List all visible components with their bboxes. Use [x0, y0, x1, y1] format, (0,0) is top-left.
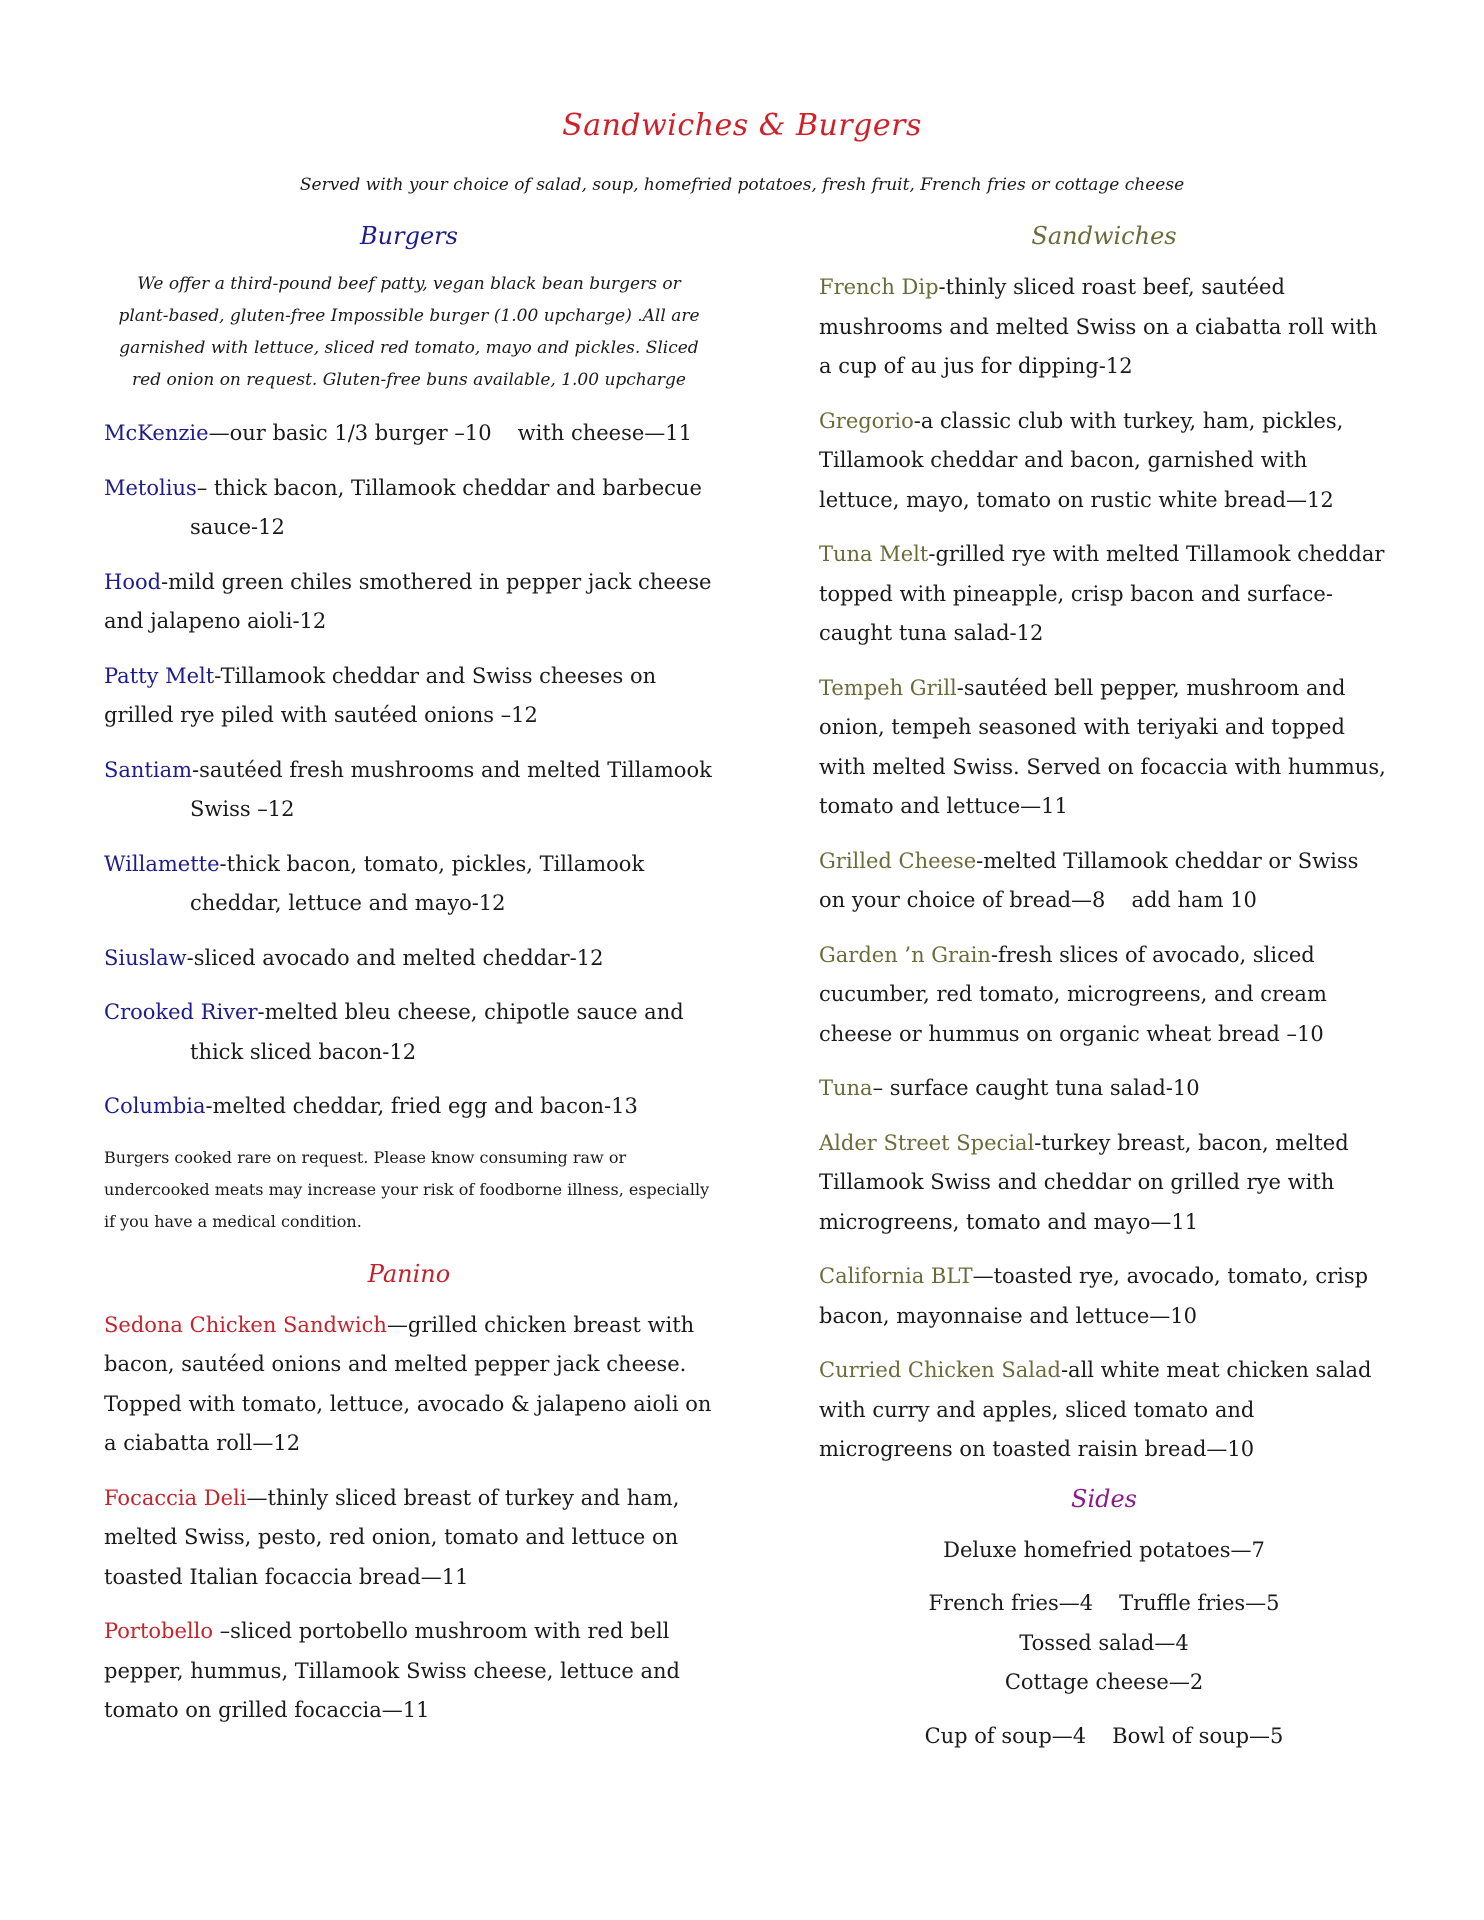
menu-item-curried-chicken — [819, 1351, 1389, 1470]
item-desc: -melted Tillamook cheddar or Swiss on your choice of bread—8 — [819, 848, 1359, 912]
item-desc: -melted bleu cheese, chipotle sauce and thick sliced bacon-12 — [190, 1000, 684, 1064]
menu-item-alder-street — [819, 1124, 1389, 1243]
menu-item-hood — [104, 563, 714, 642]
item-desc: -thinly sliced roast beef, sautéed mushrooms and melted Swiss on a ciabatta roll with a cup of au jus for dipping-12 — [819, 275, 1378, 378]
item-name: Tempeh Grill — [819, 675, 957, 700]
item-desc: -turkey breast, bacon, melted Tillamook Swiss and cheddar on grilled rye with microgreens, tomato and mayo—11 — [819, 1130, 1349, 1234]
menu-item-santiam — [104, 751, 714, 830]
menu-item-siuslaw — [104, 939, 714, 979]
item-name: Tuna — [819, 1076, 873, 1100]
item-extra: add ham 10 — [1131, 888, 1257, 912]
item-name: McKenzie — [104, 421, 209, 445]
item-desc: —toasted rye, avocado, tomato, crisp bacon, mayonnaise and lettuce—10 — [819, 1264, 1369, 1328]
page-title: Sandwiches & Burgers — [562, 108, 922, 143]
item-desc: —our basic 1/3 burger –10 — [208, 421, 492, 445]
item-name: Hood — [104, 569, 162, 594]
sides-heading: Sides — [1071, 1484, 1137, 1513]
right-column — [819, 222, 1389, 1756]
item-name: Metolius — [104, 475, 197, 500]
burgers-intro: We offer a third-pound beef patty, vegan black bean burgers or plant-based, gluten-free Impossible burger (1.00 upcharge) .All are garnished with lettuce, sliced red tomato, mayo and pickles. Sliced red onion on request. Gluten-free buns available, 1.00 upcharge — [118, 274, 700, 390]
item-desc: -melted cheddar, fried egg and bacon-13 — [205, 1094, 638, 1118]
item-name: French Dip — [819, 275, 939, 299]
item-extra: with cheese—11 — [517, 421, 693, 445]
menu-item-grilled-cheese — [819, 842, 1389, 921]
item-desc: – thick bacon, Tillamook cheddar and barbecue sauce-12 — [190, 475, 702, 539]
item-name: Willamette — [104, 851, 220, 876]
burgers-heading: Burgers — [360, 222, 458, 250]
side-bowl-of-soup: Bowl of soup—5 — [1112, 1723, 1284, 1748]
menu-item-tempeh-grill — [819, 669, 1389, 827]
menu-item-garden-n-grain — [819, 936, 1389, 1055]
item-desc: -grilled rye with melted Tillamook cheddar topped with pineapple, crisp bacon and surface-caught tuna salad-12 — [819, 542, 1385, 645]
item-desc: —thinly sliced breast of turkey and ham, melted Swiss, pesto, red onion, tomato and lettuce on toasted Italian focaccia bread—11 — [104, 1485, 680, 1589]
menu-item-gregorio — [819, 402, 1389, 521]
menu-item-california-blt — [819, 1257, 1389, 1336]
menu-item-focaccia-deli — [104, 1479, 714, 1598]
item-desc: -sliced avocado and melted cheddar-12 — [186, 945, 604, 970]
menu-item-willamette — [104, 845, 714, 924]
item-name: Alder Street Special — [819, 1130, 1035, 1155]
item-name: Patty Melt — [104, 663, 215, 688]
menu-item-patty-melt — [104, 657, 714, 736]
item-name: Sedona Chicken Sandwich — [104, 1312, 387, 1337]
side-soup-row — [819, 1717, 1389, 1757]
item-name: Gregorio — [819, 408, 914, 433]
sides-list — [819, 1531, 1389, 1757]
left-column — [104, 222, 714, 1746]
page-subtitle: Served with your choice of salad, soup, homefried potatoes, fresh fruit, French fries or cottage cheese — [299, 175, 1185, 195]
side-french-fries: French fries—4 — [928, 1591, 1094, 1615]
item-name: Focaccia Deli — [104, 1485, 247, 1510]
item-desc: –sliced portobello mushroom with red bell pepper, hummus, Tillamook Swiss cheese, lettuce and tomato on grilled focaccia—11 — [104, 1619, 680, 1722]
menu-item-sedona-chicken — [104, 1306, 714, 1464]
item-name: Tuna Melt — [819, 542, 929, 566]
item-desc: -sautéed fresh mushrooms and melted Tillamook Swiss –12 — [190, 757, 712, 821]
sandwiches-heading: Sandwiches — [1031, 222, 1177, 250]
item-desc: – surface caught tuna salad-10 — [872, 1076, 1200, 1100]
item-desc: -mild green chiles smothered in pepper jack cheese and jalapeno aioli-12 — [104, 569, 712, 633]
side-fries-row — [819, 1584, 1389, 1624]
menu-item-french-dip — [819, 268, 1389, 387]
side-cup-of-soup: Cup of soup—4 — [924, 1723, 1087, 1748]
item-name: Columbia — [104, 1094, 206, 1118]
panino-heading: Panino — [367, 1259, 451, 1288]
item-desc: —grilled chicken breast with bacon, sautéed onions and melted pepper jack cheese. Topped with tomato, lettuce, avocado & jalapeno aioli on a ciabatta roll—12 — [104, 1312, 712, 1455]
item-desc: -fresh slices of avocado, sliced cucumber, red tomato, microgreens, and cream cheese or hummus on organic wheat bread –10 — [819, 942, 1327, 1046]
menu-item-tuna-melt — [819, 535, 1389, 654]
menu-item-mckenzie — [104, 414, 714, 454]
menu-item-portobello — [104, 1612, 714, 1731]
item-desc: -a classic club with turkey, ham, pickles, Tillamook cheddar and bacon, garnished with lettuce, mayo, tomato on rustic white bread—12 — [819, 408, 1344, 512]
item-name: Crooked River — [104, 1000, 258, 1024]
burgers-note: Burgers cooked rare on request. Please know consuming raw or undercooked meats may increase your risk of foodborne illness, especially if you have a medical condition. — [104, 1147, 710, 1231]
menu-item-crooked-river — [104, 993, 714, 1072]
item-name: Grilled Cheese — [819, 848, 977, 873]
item-name: Garden ’n Grain — [819, 942, 991, 967]
menu-item-metolius — [104, 469, 714, 548]
side-potatoes: Deluxe homefried potatoes—7 — [943, 1537, 1265, 1562]
side-tossed-salad: Tossed salad—4 — [1019, 1630, 1189, 1655]
side-truffle-fries: Truffle fries—5 — [1119, 1591, 1280, 1615]
menu-item-tuna — [819, 1069, 1389, 1109]
menu-item-columbia — [104, 1087, 714, 1127]
item-name: Siuslaw — [104, 945, 187, 970]
item-name: Curried Chicken Salad — [819, 1358, 1061, 1382]
item-desc: -Tillamook cheddar and Swiss cheeses on grilled rye piled with sautéed onions –12 — [104, 663, 657, 727]
item-desc: -sautéed bell pepper, mushroom and onion, tempeh seasoned with teriyaki and topped with melted Swiss. Served on focaccia with hummus, tomato and lettuce—11 — [819, 675, 1386, 818]
item-desc: -thick bacon, tomato, pickles, Tillamook cheddar, lettuce and mayo-12 — [190, 851, 645, 915]
item-name: Santiam — [104, 757, 193, 782]
item-name: Portobello — [104, 1619, 213, 1643]
side-cottage-cheese: Cottage cheese—2 — [1004, 1670, 1204, 1694]
item-desc: -all white meat chicken salad with curry and apples, sliced tomato and microgreens on toasted raisin bread—10 — [819, 1358, 1372, 1461]
item-name: California BLT — [819, 1264, 973, 1288]
